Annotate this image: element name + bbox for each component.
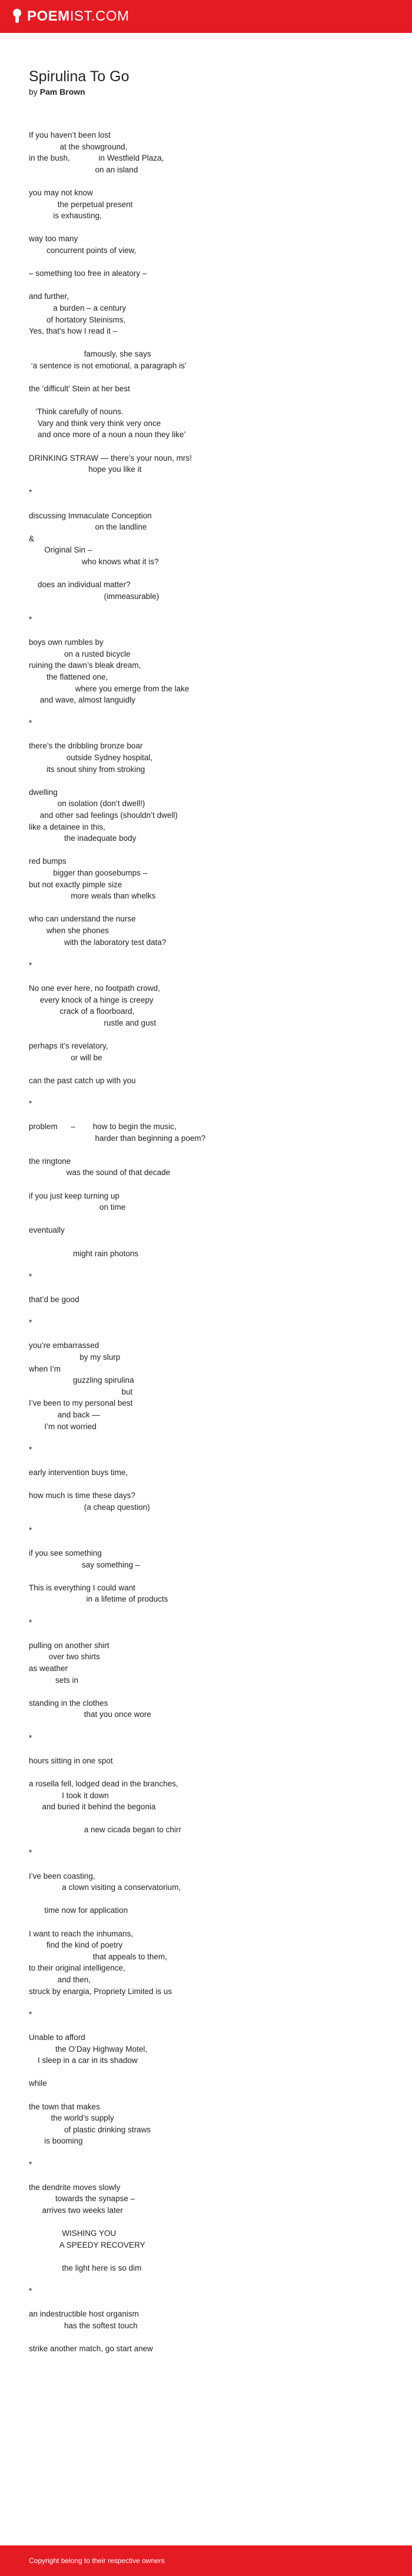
site-header	[0, 0, 412, 33]
byline-prefix: by	[29, 87, 40, 96]
poem-line: when she phones	[29, 926, 109, 935]
poem-line: a burden – a century	[29, 303, 127, 312]
poem-line: and further,	[29, 292, 69, 301]
poem-line: does an individual matter?	[29, 580, 131, 590]
poem-line	[29, 2147, 412, 2159]
poem-line	[29, 475, 412, 487]
poem-line: and then,	[29, 1975, 91, 1984]
poem-line: hope you like it	[29, 465, 142, 474]
site-footer	[0, 2545, 412, 2576]
poem-line: If you haven’t been lost	[29, 131, 111, 139]
stanza-separator: *	[29, 1525, 32, 1535]
stanza-separator: *	[29, 1733, 32, 1742]
poem-line: the ‘difficult’ Stein at her best	[29, 384, 130, 394]
poem-line	[29, 1605, 412, 1617]
poem-line	[29, 1513, 412, 1525]
poem-line	[29, 222, 412, 234]
poem-line: was the sound of that decade	[29, 1168, 171, 1177]
poem-line: and back —	[29, 1410, 100, 1419]
poem-line: Yes, that’s how I read it –	[29, 327, 118, 336]
poem-line: how much is time these days?	[29, 1491, 135, 1500]
poem-line	[29, 2274, 412, 2285]
poem-line	[29, 1179, 412, 1190]
stanza-separator: *	[29, 960, 32, 970]
poem-line: on an island	[29, 165, 138, 174]
stanza-separator: *	[29, 1099, 32, 1108]
poem-line: I want to reach the inhumans,	[29, 1929, 134, 1938]
poem-line	[29, 2170, 412, 2182]
poem-line	[29, 1432, 412, 1444]
poem-line: I sleep in a car in its shadow	[29, 2056, 138, 2065]
poem-line	[29, 1455, 412, 1467]
poem-line: ‘a sentence is not emotional, a paragraph is’	[29, 361, 187, 370]
poem-line: Original Sin –	[29, 545, 92, 555]
poem-line: every knock of a hinge is creepy	[29, 995, 154, 1004]
poem-line: crack of a floorboard,	[29, 1007, 135, 1016]
poem-line	[29, 1306, 412, 1317]
poem-line	[29, 2251, 412, 2262]
poem-line	[29, 1236, 412, 1248]
poem-line	[29, 1836, 412, 1848]
poem-line: like a detainee in this,	[29, 822, 105, 831]
poem-line: and other sad feelings (shouldn’t dwell)	[29, 811, 178, 820]
poem-line	[29, 1259, 412, 1271]
poem-line: and buried it behind the begonia	[29, 1802, 156, 1812]
poem-line	[29, 729, 412, 741]
poem-line: the dendrite moves slowly	[29, 2182, 121, 2192]
poem-line	[29, 1743, 412, 1755]
poem-line	[29, 279, 412, 291]
poem-line	[29, 337, 412, 349]
poem-line: on the landline	[29, 522, 147, 532]
poem-line: towards the synapse –	[29, 2194, 135, 2204]
poem-line: that’d be good	[29, 1294, 79, 1304]
poem-line	[29, 2020, 412, 2032]
poem-line	[29, 1916, 412, 1928]
poem-line: Unable to afford	[29, 2032, 85, 2042]
poem-line: a rosella fell, lodged dead in the branches,	[29, 1779, 178, 1788]
poem-line: the town that makes	[29, 2102, 100, 2111]
poem-line	[29, 706, 412, 718]
poem-line: &	[29, 534, 35, 543]
poem-line: arrives two weeks later	[29, 2205, 123, 2215]
poem-content	[0, 33, 412, 2545]
poem-line: of hortatory Steinisms,	[29, 315, 126, 324]
stanza-separator: *	[29, 1445, 32, 1454]
logo-bold: POEM	[27, 8, 70, 24]
poem-line: I’ve been coasting,	[29, 1871, 95, 1881]
poem-line	[29, 2066, 412, 2078]
poem-line: who can understand the nurse	[29, 914, 136, 924]
stanza-separator: *	[29, 488, 32, 497]
poem-line: No one ever here, no footpath crowd,	[29, 983, 160, 993]
poem-line	[29, 1086, 412, 1098]
poem-line: when I’m	[29, 1364, 61, 1373]
poem-line: find the kind of poetry	[29, 1941, 123, 1950]
poem-line: I’m not worried	[29, 1422, 97, 1431]
poem-line: while	[29, 2079, 47, 2088]
poem-line: of plastic drinking straws	[29, 2125, 151, 2134]
poem-line: discussing Immaculate Conception	[29, 511, 152, 520]
poem-line	[29, 1329, 412, 1340]
poem-line: say something –	[29, 1560, 140, 1569]
poem-line: pulling on another shirt	[29, 1640, 109, 1650]
poem-line	[29, 1686, 412, 1698]
poem-line: on isolation (don’t dwell!)	[29, 799, 145, 808]
logo-light: IST.COM	[69, 8, 129, 24]
poem-line: with the laboratory test data?	[29, 937, 167, 947]
poem-line	[29, 2297, 412, 2309]
poem-line	[29, 1109, 412, 1121]
stanza-separator: *	[29, 718, 32, 728]
poem-line	[29, 1478, 412, 1490]
poem-line	[29, 568, 412, 580]
poem-line	[29, 257, 412, 268]
poem-line	[29, 2216, 412, 2228]
poem-line: DRINKING STRAW — there’s your noun, mrs!	[29, 453, 192, 462]
poem-line: the light here is so dim	[29, 2263, 142, 2272]
poem-line: where you emerge from the lake	[29, 684, 190, 693]
stanza-separator: *	[29, 614, 32, 624]
poem-line: the perpetual present	[29, 199, 133, 209]
poem-line: guzzling spirulina	[29, 1376, 134, 1385]
poem-line	[29, 1029, 412, 1040]
poem-line: I’ve been to my personal best	[29, 1399, 133, 1408]
poem-line	[29, 1893, 412, 1905]
poem-line: the ringtone	[29, 1156, 71, 1166]
poem-line	[29, 844, 412, 856]
poem-line: has the softest touch	[29, 2321, 138, 2330]
poem-line: way too many	[29, 234, 78, 244]
poem-line: by my slurp	[29, 1352, 121, 1362]
poem-line: Vary and think very think very once	[29, 418, 161, 428]
poem-line: outside Sydney hospital,	[29, 753, 153, 763]
poem-line: but	[29, 1387, 133, 1396]
poem-line: there’s the dribbling bronze boar	[29, 741, 143, 751]
stanza-separator: *	[29, 2009, 32, 2019]
poem-line	[29, 625, 412, 637]
poem-line: and wave, almost languidly	[29, 695, 135, 705]
poem-line: to their original intelligence,	[29, 1963, 125, 1973]
poem-line: if you just keep turning up	[29, 1191, 119, 1200]
poem-line	[29, 948, 412, 960]
poem-line: in the bush, in Westfield Plaza,	[29, 154, 164, 163]
stanza-separator: *	[29, 1272, 32, 1281]
poem-line: that you once wore	[29, 1710, 151, 1719]
poem-line: time now for application	[29, 1906, 128, 1915]
poem-line	[29, 1720, 412, 1732]
poem-line: is exhausting,	[29, 211, 102, 221]
poem-line	[29, 371, 412, 383]
poem-body	[29, 129, 412, 2355]
poem-line	[29, 2089, 412, 2101]
poem-line: dwelling	[29, 787, 58, 797]
poem-line: a clown visiting a conservatorium,	[29, 1883, 181, 1892]
poem-title: Spirulina To Go	[29, 68, 129, 85]
stanza-separator: *	[29, 1318, 32, 1327]
poem-line	[29, 902, 412, 914]
lightbulb-icon	[12, 9, 22, 24]
poem-line	[29, 1536, 412, 1547]
poem-line: eventually	[29, 1226, 65, 1235]
poem-line	[29, 395, 412, 407]
poem-line: more weals than whelks	[29, 891, 156, 901]
poem-line: perhaps it’s revelatory,	[29, 1041, 108, 1050]
poem-line	[29, 602, 412, 614]
poem-line: the O’Day Highway Motel,	[29, 2044, 148, 2054]
poem-line: but not exactly pimple size	[29, 880, 122, 889]
poem-line: I took it down	[29, 1790, 109, 1800]
poem-line	[29, 775, 412, 787]
poem-line: A SPEEDY RECOVERY	[29, 2240, 145, 2249]
poem-line	[29, 1997, 412, 2009]
poem-line: standing in the clothes	[29, 1698, 108, 1708]
poem-line: over two shirts	[29, 1652, 100, 1662]
poem-line: and once more of a noun a noun they like’	[29, 430, 186, 440]
poem-line: on a rusted bicycle	[29, 649, 131, 658]
poem-line: as weather	[29, 1663, 68, 1673]
poem-line: you’re embarrassed	[29, 1341, 99, 1350]
stanza-separator: *	[29, 2159, 32, 2169]
poem-line: if you see something	[29, 1549, 102, 1558]
poem-line: – something too free in aleatory –	[29, 269, 147, 278]
stanza-separator: *	[29, 2287, 32, 2296]
poem-line	[29, 1628, 412, 1640]
poem-line: can the past catch up with you	[29, 1076, 136, 1085]
stanza-separator: *	[29, 1618, 32, 1627]
poem-line: ruining the dawn’s bleak dream,	[29, 661, 141, 670]
poem-line: strike another match, go start anew	[29, 2344, 153, 2353]
poem-line: ‘Think carefully of nouns.	[29, 407, 124, 417]
byline	[29, 87, 412, 96]
poem-line: early intervention buys time,	[29, 1467, 128, 1477]
poem-line: rustle and gust	[29, 1018, 157, 1027]
poem-line: (a cheap question)	[29, 1502, 150, 1512]
poem-line	[29, 2331, 412, 2343]
poem-line	[29, 1813, 412, 1825]
poem-line	[29, 1282, 412, 1294]
poem-line: you may not know	[29, 188, 93, 197]
poem-line: (immeasurable)	[29, 591, 160, 601]
poem-line	[29, 175, 412, 187]
poem-line: struck by enargia, Propriety Limited is us	[29, 1986, 172, 1996]
poem-line: harder than beginning a poem?	[29, 1133, 206, 1143]
stanza-separator: *	[29, 1848, 32, 1858]
poem-line: concurrent points of view,	[29, 245, 137, 255]
poem-line	[29, 1144, 412, 1156]
author-name: Pam Brown	[39, 87, 85, 96]
site-logo[interactable]	[27, 8, 129, 25]
poem-line: an indestructible host organism	[29, 2309, 139, 2319]
poem-line	[29, 971, 412, 983]
poem-line: sets in	[29, 1675, 79, 1685]
poem-line	[29, 498, 412, 510]
poem-line: on time	[29, 1203, 126, 1212]
poem-line: the inadequate body	[29, 834, 137, 843]
poem-line: the flattened one,	[29, 672, 108, 681]
poem-line	[29, 1766, 412, 1778]
poem-line	[29, 441, 412, 452]
copyright-notice: Copyright belong to their respective owners	[29, 2557, 165, 2565]
poem-line: WISHING YOU	[29, 2229, 117, 2238]
poem-line: This is everything I could want	[29, 1583, 135, 1592]
poem-line: its snout shiny from stroking	[29, 764, 145, 774]
poem-line: or will be	[29, 1053, 102, 1062]
poem-line: at the showground,	[29, 142, 128, 151]
poem-line: bigger than goosebumps –	[29, 868, 148, 877]
poem-line: is booming	[29, 2136, 83, 2146]
poem-line: red bumps	[29, 857, 67, 866]
poem-line	[29, 1570, 412, 1582]
poem-line: might rain photons	[29, 1249, 139, 1258]
poem-line: hours sitting in one spot	[29, 1756, 113, 1765]
poem-line: a new cicada began to chirr	[29, 1825, 181, 1835]
poem-line: the world’s supply	[29, 2114, 114, 2123]
poem-line: problem – how to begin the music,	[29, 1122, 177, 1131]
poem-line: boys own rumbles by	[29, 638, 104, 647]
poem-line: who knows what it is?	[29, 557, 159, 566]
poem-line	[29, 1213, 412, 1225]
poem-line	[29, 1859, 412, 1871]
poem-line: famously, she says	[29, 350, 151, 359]
poem-line: in a lifetime of products	[29, 1595, 168, 1604]
poem-line: that appeals to them,	[29, 1952, 167, 1961]
poem-line	[29, 1063, 412, 1075]
